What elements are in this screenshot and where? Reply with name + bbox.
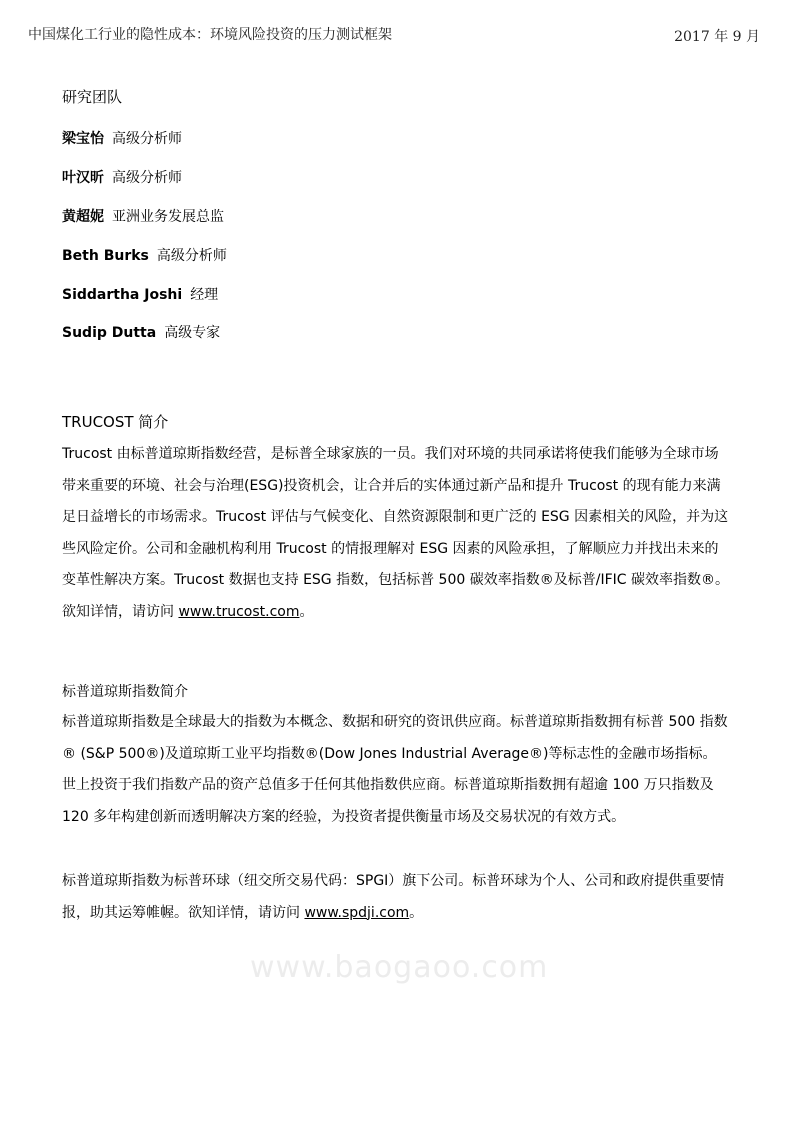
member-name: 梁宝怡: [62, 131, 104, 147]
team-member: [62, 284, 218, 304]
trucost-link[interactable]: www.trucost.com: [178, 603, 300, 620]
member-role: 经理: [190, 287, 219, 303]
spdji-paragraph-2: [62, 866, 730, 929]
header-title: 中国煤化工行业的隐性成本：环境风险投资的压力测试框架: [28, 27, 392, 43]
member-name: Beth Burks: [62, 248, 149, 264]
trucost-paragraph: [62, 439, 730, 628]
member-name: Sudip Dutta: [62, 325, 157, 341]
team-member: [62, 206, 224, 226]
team-heading: 研究团队: [62, 88, 123, 106]
member-role: 高级专家: [164, 325, 221, 341]
trucost-body: Trucost 由标普道琼斯指数经营，是标普全球家族的一员。我们对环境的共同承诺将使我们能够为全球市场带来重要的环境、社会与治理(ESG)投资机会，让合并后的实体通过新产品和提升 Trucost 的现有能力来满足日益增长的市场需求。Trucost 评估与气候变化、自然资源限制和更广泛的 ESG 因素相关的风险，并为这些风险定价。公司和金融机构利用 Trucost 的情报理解对 ESG 因素的风险承担，了解顺应力并找出未来的变革性解决方案。Trucost 数据也支持 ESG 指数，包括标普 500 碳效率指数®及标普/IFIC 碳效率指数®。欲知详情，请访问: [62, 446, 729, 620]
member-role: 亚洲业务发展总监: [112, 209, 224, 225]
member-name: Siddartha Joshi: [62, 287, 183, 303]
team-member: [62, 245, 227, 265]
team-member: [62, 128, 182, 148]
spdji-link[interactable]: www.spdji.com: [304, 904, 410, 921]
member-name: 叶汉昕: [62, 170, 104, 186]
member-name: 黄超妮: [62, 209, 104, 225]
team-member: [62, 322, 220, 342]
member-role: 高级分析师: [112, 170, 182, 186]
spdji-body2: 标普道琼斯指数为标普环球（纽交所交易代码：SPGI）旗下公司。标普环球为个人、公司和政府提供重要情报，助其运筹帷幄。欲知详情，请访问: [62, 873, 725, 921]
spdji-heading: 标普道琼斯指数简介: [62, 684, 188, 700]
trucost-heading: TRUCOST 简介: [62, 413, 169, 431]
trucost-end: 。: [299, 603, 314, 620]
spdji-paragraph-1: 标普道琼斯指数是全球最大的指数为本概念、数据和研究的资讯供应商。标普道琼斯指数拥有标普 500 指数® (S&P 500®)及道琼斯工业平均指数®(Dow Jones Industrial Average®)等标志性的金融市场指标。世上投资于我们指数产品的资产总值多于任何其他指数供应商。标普道琼斯指数拥有超逾 100 万只指数及 120 多年构建创新而透明解决方案的经验，为投资者提供衡量市场及交易状况的有效方式。: [62, 714, 728, 825]
member-role: 高级分析师: [156, 248, 227, 264]
member-role: 高级分析师: [112, 131, 182, 147]
header-date: 2017 年 9 月: [674, 29, 760, 45]
spdji-end: 。: [409, 904, 424, 921]
team-member: [62, 167, 182, 187]
watermark: www.baogaoo.com: [250, 950, 549, 985]
